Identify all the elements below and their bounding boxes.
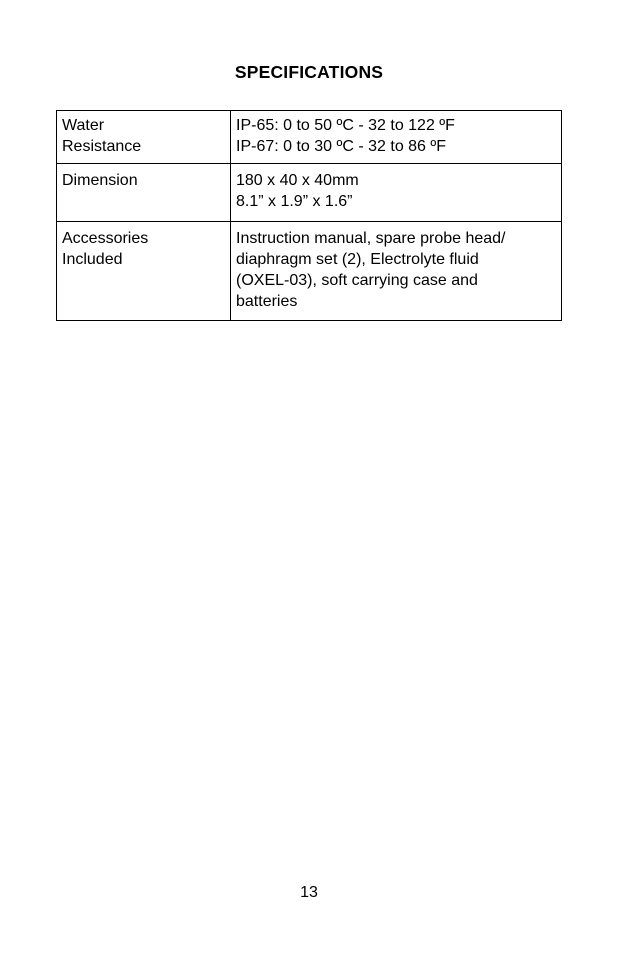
spec-value-line: Instruction manual, spare probe head/ <box>236 230 506 247</box>
spec-label-cell <box>57 164 231 222</box>
table-row-dimension <box>57 164 562 222</box>
spec-value-line: batteries <box>236 293 298 310</box>
spec-label-line: Dimension <box>62 172 138 189</box>
spec-value-line: 180 x 40 x 40mm <box>236 172 359 189</box>
spec-value-line: IP-67: 0 to 30 ºC - 32 to 86 ºF <box>236 138 447 155</box>
page-number: 13 <box>300 884 318 901</box>
spec-label-cell <box>57 222 231 321</box>
table-row-accessories-included <box>57 222 562 321</box>
spec-value-line: 8.1” x 1.9” x 1.6” <box>236 193 353 210</box>
specifications-table <box>56 110 562 321</box>
spec-value-line: (OXEL-03), soft carrying case and <box>236 272 478 289</box>
spec-value-line: diaphragm set (2), Electrolyte fluid <box>236 251 479 268</box>
spec-label-line: Resistance <box>62 138 142 155</box>
table-row-water-resistance <box>57 111 562 164</box>
spec-value-cell <box>231 222 562 321</box>
spec-label-line: Water <box>62 117 105 134</box>
spec-label-line: Included <box>62 251 123 268</box>
spec-value-line: IP-65: 0 to 50 ºC - 32 to 122 ºF <box>236 117 455 134</box>
spec-value-cell <box>231 164 562 222</box>
spec-label-cell <box>57 111 231 164</box>
spec-label-line: Accessories <box>62 230 149 247</box>
page-title: SPECIFICATIONS <box>234 62 384 82</box>
spec-value-cell <box>231 111 562 164</box>
